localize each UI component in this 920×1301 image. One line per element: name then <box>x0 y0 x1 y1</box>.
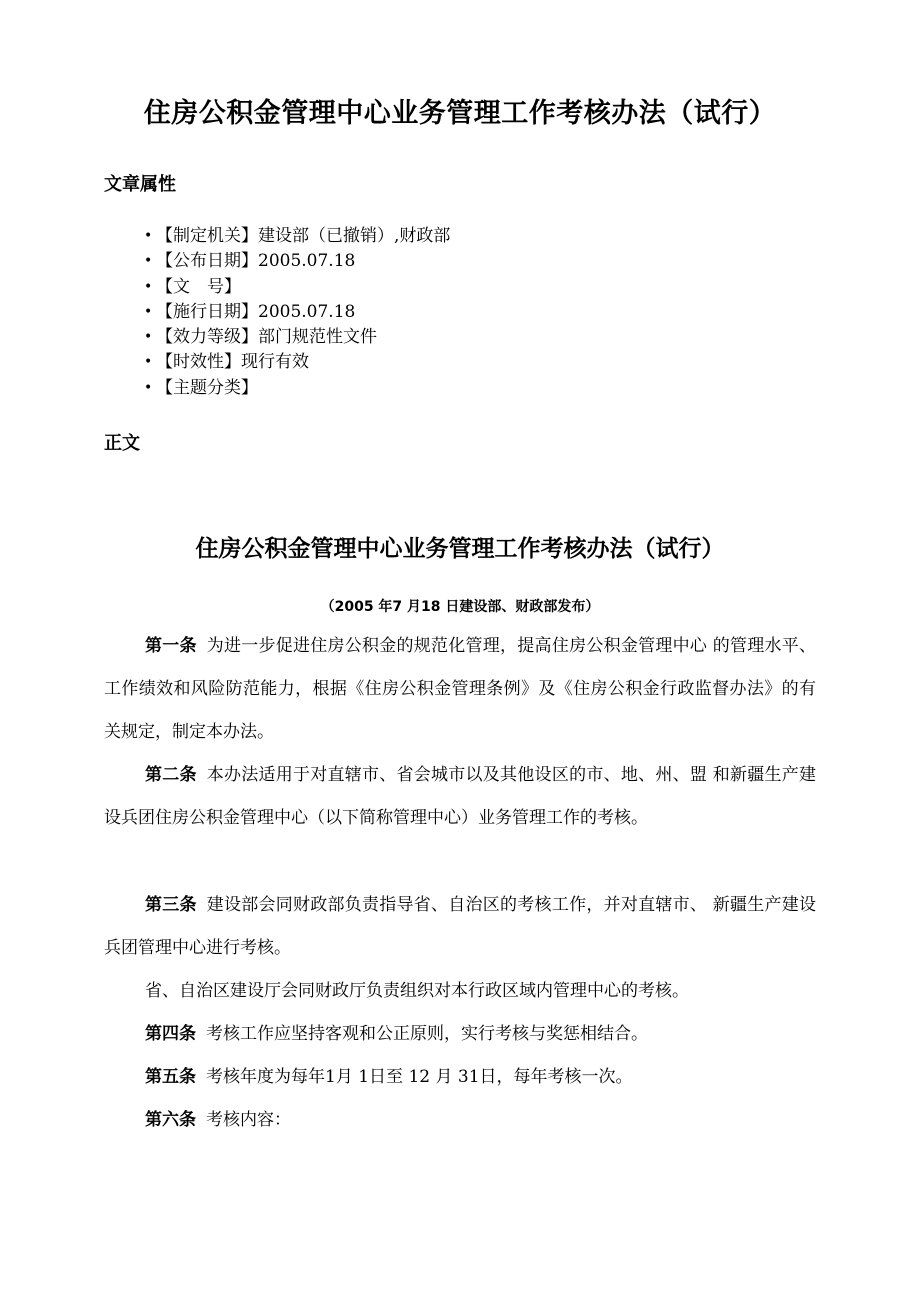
article-3-paragraph-2 <box>104 970 816 1013</box>
attribute-item-publish-date <box>0 249 920 274</box>
article-text: 考核工作应坚持客观和公正原则，实行考核与奖惩相结合。 <box>206 1024 648 1044</box>
attribute-item-effective-date <box>0 300 920 325</box>
article-label: 第一条 <box>145 636 197 656</box>
article-label: 第三条 <box>145 895 197 915</box>
body-title: 住房公积金管理中心业务管理工作考核办法（试行） <box>195 536 725 562</box>
bullet-icon: • <box>144 379 153 396</box>
body-subtitle: （2005 年7 月18 日建设部、财政部发布） <box>320 599 600 615</box>
article-6 <box>104 1099 816 1142</box>
bullet-icon: • <box>144 253 153 270</box>
article-5 <box>104 1056 816 1099</box>
bullet-icon: • <box>144 303 153 320</box>
article-text: 为进一步促进住房公积金的规范化管理，提高住房公积金管理中心 的管理水平、工作绩效和风险防范能力，根据《住房公积金管理条例》及《住房公积金行政监督办法》的有关规定，制定本办法。 <box>104 636 817 742</box>
article-label: 第四条 <box>145 1024 196 1044</box>
body-heading: 正文 <box>104 433 140 454</box>
attributes-heading: 文章属性 <box>104 174 176 195</box>
article-text: 省、自治区建设厅会同财政厅负责组织对本行政区域内管理中心的考核。 <box>145 981 689 1001</box>
attribute-text: 【施行日期】2005.07.18 <box>156 301 356 322</box>
attribute-item-document-number <box>0 275 920 300</box>
article-2 <box>104 754 816 840</box>
attribute-item-validity <box>0 350 920 375</box>
attribute-item-topic <box>0 376 920 401</box>
bullet-icon: • <box>144 228 153 244</box>
attribute-item-issuing-authority <box>0 224 920 249</box>
document-title: 住房公积金管理中心业务管理工作考核办法（试行） <box>143 98 777 129</box>
article-text: 本办法适用于对直辖市、省会城市以及其他设区的市、地、州、盟 和新疆生产建设兵团住房公积金管理中心（以下简称管理中心）业务管理工作的考核。 <box>104 765 817 828</box>
bullet-icon: • <box>144 329 153 346</box>
article-label: 第六条 <box>145 1110 196 1130</box>
attribute-text: 【主题分类】 <box>156 377 258 398</box>
article-label: 第五条 <box>145 1067 196 1087</box>
attribute-text: 【文 号】 <box>156 276 241 297</box>
article-text: 考核内容： <box>206 1110 291 1130</box>
attribute-text: 【时效性】现行有效 <box>156 352 309 373</box>
article-4 <box>104 1013 816 1056</box>
bullet-icon: • <box>144 278 153 295</box>
article-1 <box>104 625 816 754</box>
attribute-item-legal-level <box>0 325 920 350</box>
bullet-icon: • <box>144 354 153 371</box>
attributes-list <box>0 224 920 401</box>
attribute-text: 【公布日期】2005.07.18 <box>156 251 356 272</box>
article-3 <box>104 884 816 970</box>
article-label: 第二条 <box>145 765 197 785</box>
attribute-text: 【制定机关】建设部（已撤销）,财政部 <box>156 226 451 246</box>
article-text: 考核年度为每年1月 1日至 12 月 31日，每年考核一次。 <box>206 1067 633 1087</box>
article-text: 建设部会同财政部负责指导省、自治区的考核工作，并对直辖市、 新疆生产建设兵团管理中心进行考核。 <box>104 895 817 958</box>
attribute-text: 【效力等级】部门规范性文件 <box>156 327 377 348</box>
